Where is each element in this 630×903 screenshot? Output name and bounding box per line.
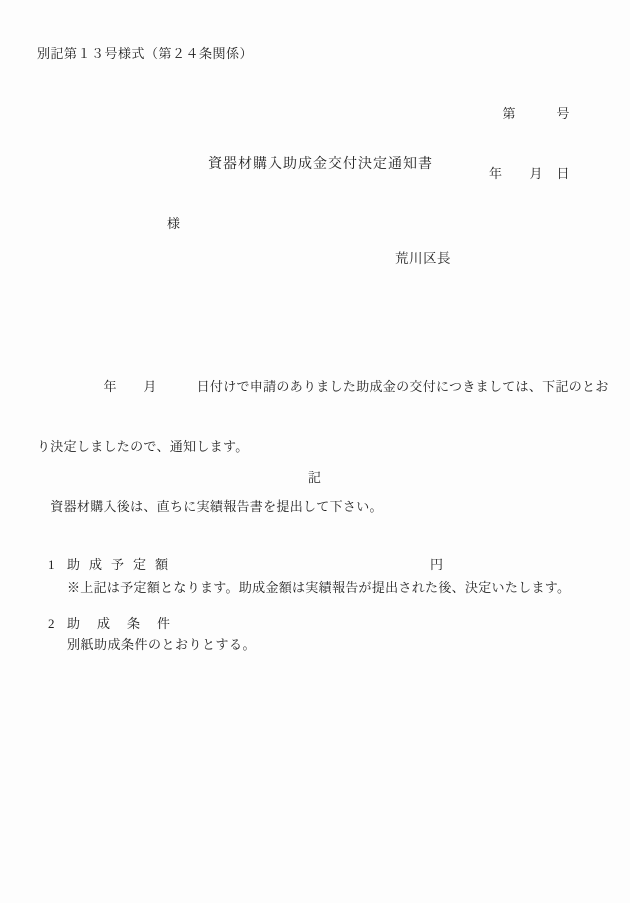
item-1-unit: 円 [430,557,444,572]
body-line-2: り決定しましたので、通知します。 [37,439,249,454]
body-paragraph [37,337,609,557]
item-2-detail: 別紙助成条件のとおりとする。 [67,637,257,652]
addressee-honorific: 様 [167,216,181,231]
body-line-3: 資器材購入後は、直ちに実績報告書を提出して下さい。 [37,499,383,514]
item-2-label: 助 成 条 件 [67,616,173,631]
form-code: 別記第１３号様式（第２４条関係） [37,46,254,61]
item-1-note: ※上記は予定額となります。助成金額は実績報告が提出された後、決定いたします。 [67,580,571,595]
item-1-label: 助成予定額 [67,557,178,572]
sender-name: 荒川区長 [395,251,451,266]
item-2-row [0,617,630,634]
item-2-number: 2 [48,616,55,631]
document-title: 資器材購入助成金交付決定通知書 [208,157,433,172]
ki-marker: 記 [308,470,322,485]
doc-number: 第 号 [502,106,570,121]
doc-number-block [489,64,570,224]
doc-date: 年 月 日 [488,166,570,181]
item-1-number: 1 [48,557,55,572]
item-1-row [0,558,630,575]
body-line-1: 年 月 日付けで申請のありました助成金の交付につきましては、下記のとお [37,379,609,394]
